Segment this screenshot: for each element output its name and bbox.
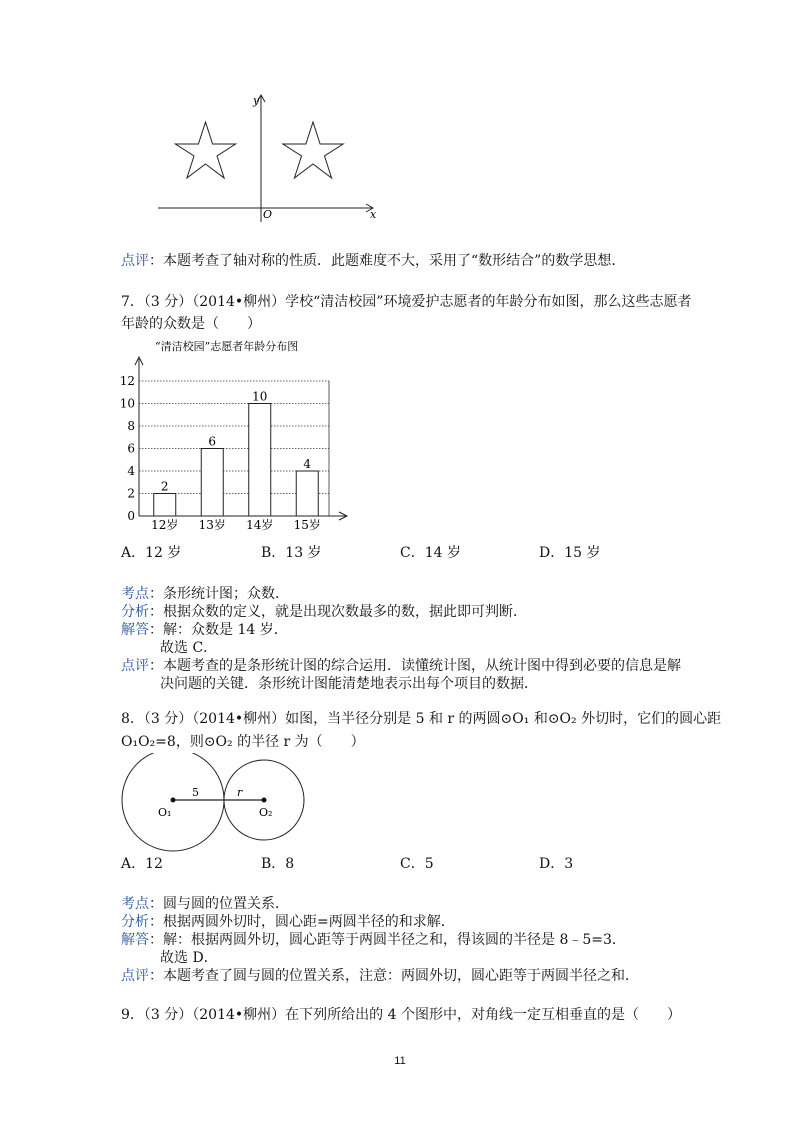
bar (249, 404, 271, 517)
q6-review (121, 252, 625, 270)
label-o1: O₁ (158, 806, 172, 819)
symmetry-figure (150, 92, 390, 227)
page-number: 11 (394, 1055, 406, 1067)
bar-value-label: 10 (252, 389, 268, 404)
right-star (283, 122, 343, 178)
left-star (175, 122, 235, 178)
fenxi-text: ：根据两圆外切时，圆心距=两圆半径的和求解． (149, 914, 455, 930)
jieda-text: ：解：根据两圆外切，圆心距等于两圆半径之和，得该圆的半径是 8﹣5=3． (149, 932, 626, 948)
q7-kaodian (121, 585, 289, 603)
q9-stem: 9．（3 分）（2014•柳州）在下列所给出的 4 个图形中，对角线一定互相垂直的是（ ） (121, 1007, 681, 1023)
category-label: 13岁 (198, 518, 226, 532)
category-label: 14岁 (246, 518, 274, 532)
y-tick-label: 0 (127, 509, 135, 523)
center-o1 (171, 798, 176, 803)
q8-fenxi (121, 913, 455, 931)
kaodian-tag: 考点 (121, 586, 149, 602)
kaodian-text: ：条形统计图；众数． (149, 586, 289, 602)
label-o2: O₂ (259, 806, 273, 819)
label-5: 5 (192, 786, 199, 799)
q8-option-a[interactable]: A．12 (121, 856, 163, 872)
q7-pingping (121, 657, 681, 675)
q7-jieda-line2: 故选 C． (160, 640, 218, 656)
fenxi-tag: 分析 (121, 604, 149, 620)
bar (201, 449, 223, 517)
q8-option-b[interactable]: B．8 (261, 856, 295, 872)
q8-stem-line1: 8．（3 分）（2014•柳州）如图，当半径分别是 5 和 r 的两圆⊙O₁ 和⊙O₂ 外切时，它们的圆心距 (121, 711, 722, 727)
age-distribution-chart (115, 337, 355, 537)
bar-value-label: 2 (160, 479, 169, 494)
q8-stem-line2: O₁O₂=8，则⊙O₂ 的半径 r 为（ ） (121, 734, 365, 750)
fenxi-text: ：根据众数的定义，就是出现次数最多的数，据此即可判断． (149, 604, 527, 620)
q7-pingping-line2: 决问题的关键．条形统计图能清楚地表示出每个项目的数据． (160, 676, 538, 692)
kaodian-tag: 考点 (121, 896, 149, 912)
bar (296, 471, 318, 516)
pingping-text: ：本题考查了圆与圆的位置关系，注意：两圆外切，圆心距等于两圆半径之和． (149, 968, 639, 984)
q7-option-c[interactable]: C．14 岁 (400, 545, 461, 561)
category-label: 15岁 (293, 518, 321, 532)
bar-value-label: 4 (303, 457, 312, 471)
q7-fenxi (121, 603, 527, 621)
bar-value-label: 6 (208, 434, 217, 449)
y-tick-label: 4 (127, 464, 135, 478)
q8-option-c[interactable]: C．5 (400, 856, 434, 872)
y-tick-label: 10 (119, 396, 135, 411)
q8-pingping (121, 967, 639, 985)
kaodian-text: ：圆与圆的位置关系． (149, 896, 289, 912)
pingping-text: ：本题考查的是条形统计图的综合运用．读懂统计图，从统计图中得到必要的信息是解 (149, 658, 681, 674)
q7-option-b[interactable]: B．13 岁 (261, 545, 322, 561)
q8-jieda (121, 931, 626, 949)
y-tick-label: 6 (127, 441, 135, 456)
x-axis-label: x (370, 208, 377, 221)
fenxi-tag: 分析 (121, 914, 149, 930)
chart-title: “清洁校园”志愿者年龄分布图 (155, 340, 299, 353)
q8-jieda-line2: 故选 D． (160, 950, 218, 966)
label-r: r (237, 786, 243, 799)
jieda-text: ：解：众数是 14 岁． (149, 622, 288, 638)
category-label: 12岁 (151, 518, 179, 532)
q7-jieda (121, 621, 288, 639)
q7-option-d[interactable]: D．15 岁 (539, 545, 601, 561)
q7-option-a[interactable]: A．12 岁 (121, 545, 182, 561)
q7-stem-line2: 年龄的众数是（ ） (121, 316, 261, 332)
review-tag: 点评 (121, 253, 149, 269)
y-tick-label: 8 (127, 419, 135, 433)
pingping-tag: 点评 (121, 968, 149, 984)
bar (154, 494, 176, 517)
q8-option-d[interactable]: D．3 (539, 856, 574, 872)
center-o2 (262, 798, 267, 803)
q8-kaodian (121, 895, 289, 913)
q7-stem-line1: 7．（3 分）（2014•柳州）学校“清洁校园”环境爱护志愿者的年龄分布如图，那么这些志愿者 (121, 294, 692, 310)
y-axis-label: y (253, 94, 260, 107)
jieda-tag: 解答 (121, 932, 149, 948)
origin-label: O (263, 208, 273, 221)
review-text: ：本题考查了轴对称的性质．此题难度不大，采用了“数形结合”的数学思想． (149, 253, 626, 269)
jieda-tag: 解答 (121, 622, 149, 638)
y-tick-label: 2 (127, 486, 135, 501)
pingping-tag: 点评 (121, 658, 149, 674)
tangent-circles-figure (118, 753, 308, 853)
y-tick-label: 12 (119, 374, 135, 388)
